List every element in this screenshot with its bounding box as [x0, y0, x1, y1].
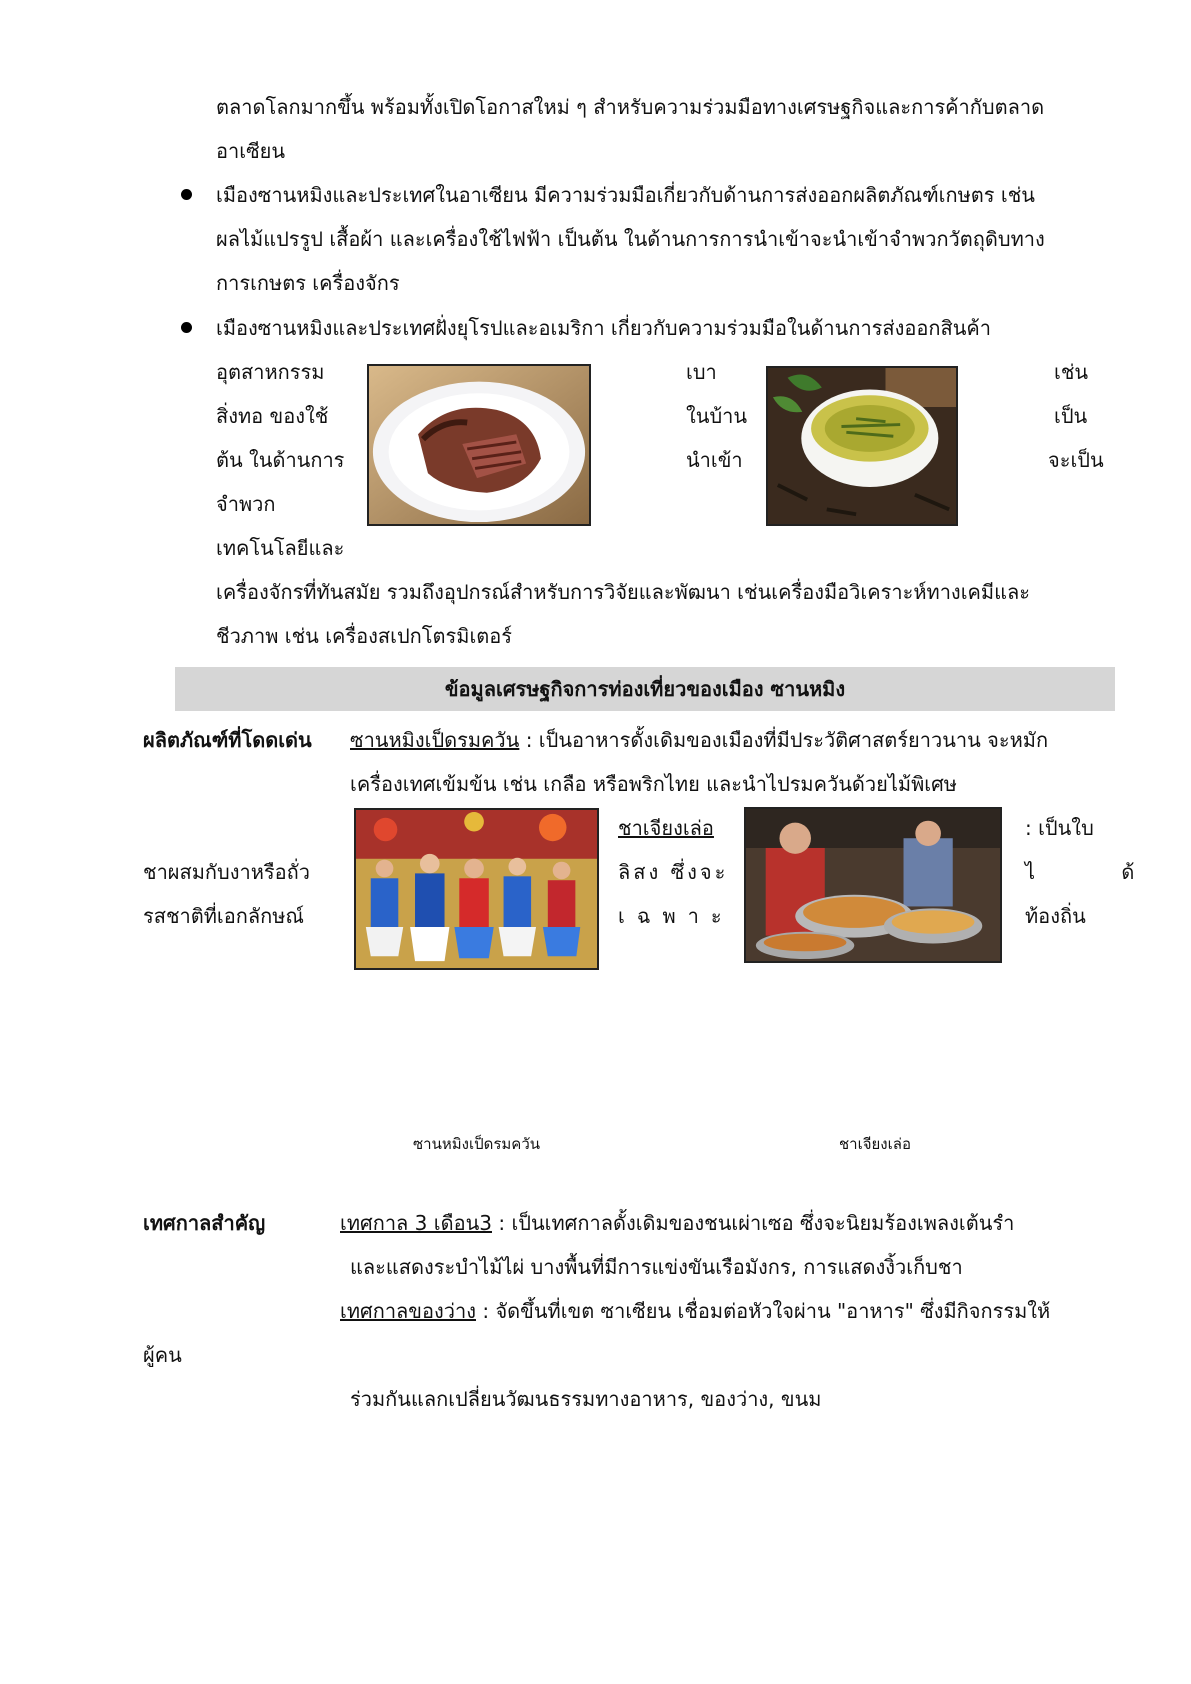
bullet2-left-word: สิ่งทอ ของใช้ — [216, 404, 329, 428]
bullet2-line-after-2: ชีวภาพ เช่น เครื่องสเปกโตรมิเตอร์ — [216, 624, 513, 648]
product-left-text: ชาผสมกับงาหรือถั่ว — [143, 860, 310, 884]
product-mid-text: เฉพาะ — [618, 904, 734, 928]
bullet2-right-word: เป็น — [1054, 404, 1088, 428]
bullet-dot — [181, 189, 192, 200]
bullet2-mid-word: นำเข้า — [686, 448, 743, 472]
festival2-line-2: ร่วมกันแลกเปลี่ยนวัฒนธรรมทางอาหาร, ของว่าง, ขนม — [350, 1387, 822, 1411]
bullet2-left-word: เทคโนโลยีและ — [216, 536, 345, 560]
bullet2-line-1: เมืองซานหมิงและประเทศฝั่งยุโรปและอเมริกา เกี่ยวกับความร่วมมือในด้านการส่งออกสินค้า — [216, 316, 992, 340]
product1-row — [350, 725, 1048, 755]
festival2-name: เทศกาลของว่าง — [340, 1299, 476, 1323]
product1-line-2: เครื่องเทศเข้มข้น เช่น เกลือ หรือพริกไทย และนำไปรมควันด้วยไม้พิเศษ — [350, 772, 957, 796]
product2-name: ชาเจียงเล่อ — [618, 816, 714, 840]
intro-line-1: ตลาดโลกมากขึ้น พร้อมทั้งเปิดโอกาสใหม่ ๆ สำหรับความร่วมมือทางเศรษฐกิจและการค้ากับตลาด — [216, 95, 1045, 119]
bullet2-left-word: ต้น ในด้านการ — [216, 448, 345, 472]
bullet2-left-word: จำพวก — [216, 492, 276, 516]
festival1-line-2: และแสดงระบำไม้ไผ่ บางพื้นที่มีการแข่งขันเรือมังกร, การแสดงงิ้วเก็บชา — [350, 1255, 963, 1279]
product-left-text: รสชาติที่เอกลักษณ์ — [143, 904, 304, 928]
product-right-text: : เป็นใบ — [1025, 816, 1094, 840]
bullet1-line-1: เมืองซานหมิงและประเทศในอาเซียน มีความร่วมมือเกี่ยวกับด้านการส่งออกผลิตภัณฑ์เกษตร เช่น — [216, 183, 1035, 207]
product-right-text: ท้องถิ่น — [1025, 904, 1086, 928]
festival2-row — [340, 1296, 1050, 1326]
bullet2-right-word: เช่น — [1054, 360, 1089, 384]
festival2-desc: : จัดขึ้นที่เขต ซาเซียน เชื่อมต่อหัวใจผ่าน "อาหาร" ซึ่งมีกิจกรรมให้ — [476, 1299, 1051, 1323]
caption-smoked-duck: ซานหมิงเป็ดรมควัน — [413, 1135, 541, 1153]
snack-market-photo — [744, 807, 1002, 963]
smoked-duck-photo — [367, 364, 591, 526]
bullet2-right-word: จะเป็น — [1048, 448, 1104, 472]
bullet2-mid-word: เบา — [686, 360, 717, 384]
festival1-row — [340, 1208, 1014, 1238]
product1-name: ซานหมิงเป็ดรมควัน — [350, 728, 520, 752]
festival2-wrap: ผู้คน — [143, 1343, 182, 1367]
festivals-label: เทศกาลสำคัญ — [143, 1211, 266, 1235]
product1-desc: : เป็นอาหารดั้งเดิมของเมืองที่มีประวัติศาสตร์ยาวนาน จะหมัก — [519, 728, 1049, 752]
green-tea-photo — [766, 366, 958, 526]
festival1-desc: : เป็นเทศกาลดั้งเดิมของชนเผ่าเซอ ซึ่งจะนิยมร้องเพลงเต้นรำ — [491, 1211, 1015, 1235]
festival-dancers-photo — [354, 808, 599, 970]
bullet2-line-after-1: เครื่องจักรที่ทันสมัย รวมถึงอุปกรณ์สำหรับการวิจัยและพัฒนา เช่นเครื่องมือวิเคราะห์ทางเคมีและ — [216, 580, 1030, 604]
product-mid-text: ลิสง ซึ่งจะ — [618, 860, 729, 884]
product-right-text: ไ ด้ — [1025, 860, 1175, 884]
bullet2-left-word: อุตสาหกรรม — [216, 360, 325, 384]
products-label: ผลิตภัณฑ์ที่โดดเด่น — [143, 728, 312, 752]
bullet-dot — [181, 322, 192, 333]
caption-tea: ชาเจียงเล่อ — [839, 1135, 911, 1153]
section-title: ข้อมูลเศรษฐกิจการท่องเที่ยวของเมือง ซานหมิง — [175, 667, 1115, 711]
bullet1-line-3: การเกษตร เครื่องจักร — [216, 271, 400, 295]
bullet2-mid-word: ในบ้าน — [686, 404, 748, 428]
festival1-name: เทศกาล 3 เดือน3 — [340, 1211, 492, 1235]
intro-line-2: อาเซียน — [216, 139, 286, 163]
bullet1-line-2: ผลไม้แปรรูป เสื้อผ้า และเครื่องใช้ไฟฟ้า เป็นต้น ในด้านการการนำเข้าจะนำเข้าจำพวกวัตถุดิบทาง — [216, 227, 1045, 251]
